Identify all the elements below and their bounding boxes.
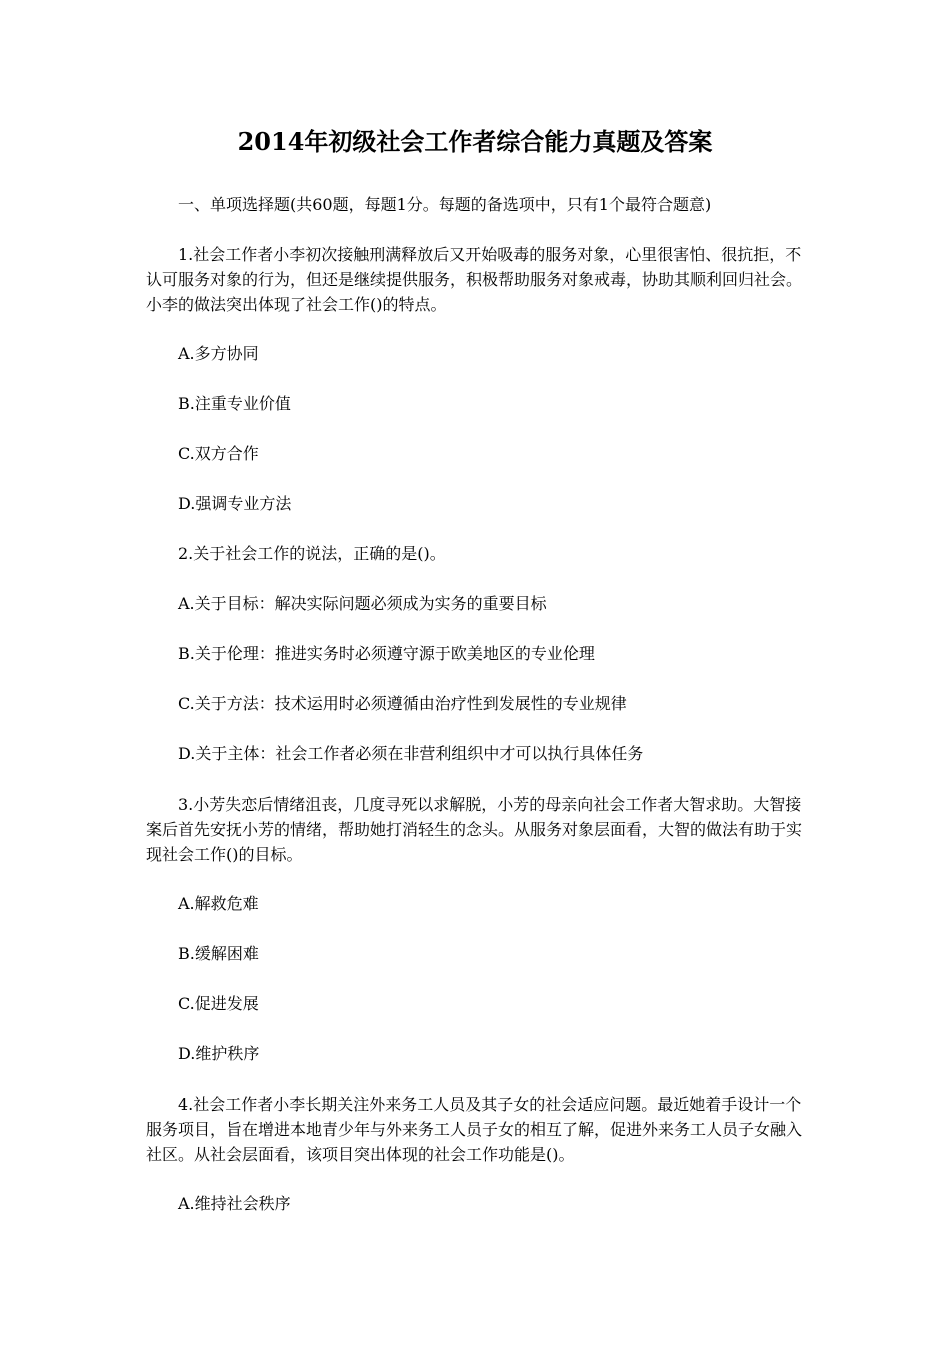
answer-option: D.关于主体：社会工作者必须在非营利组织中才可以执行具体任务 [178, 744, 644, 763]
question-stem: 2.关于社会工作的说法，正确的是()。 [178, 544, 446, 563]
question-stem: 4.社会工作者小李长期关注外来务工人员及其子女的社会适应问题。最近她着手设计一个服务项目，旨在增进本地青少年与外来务工人员子女的相互了解，促进外来务工人员子女融入社区。从社会层面看，该项目突出体现的社会工作功能是()。 [146, 1095, 803, 1164]
answer-option: D.维护秩序 [178, 1044, 260, 1063]
answer-option: B.缓解困难 [178, 944, 259, 963]
answer-option: D.强调专业方法 [178, 494, 292, 513]
answer-option: A.关于目标：解决实际问题必须成为实务的重要目标 [178, 594, 547, 613]
answer-option: A.解救危难 [178, 894, 259, 913]
answer-option: C.促进发展 [178, 994, 259, 1013]
answer-option: C.关于方法：技术运用时必须遵循由治疗性到发展性的专业规律 [178, 694, 627, 713]
answer-option: B.关于伦理：推进实务时必须遵守源于欧美地区的专业伦理 [178, 644, 595, 663]
answer-option: B.注重专业价值 [178, 394, 291, 413]
answer-option: C.双方合作 [178, 444, 259, 463]
section-heading: 一、单项选择题(共60题，每题1分。每题的备选项中，只有1个最符合题意) [178, 195, 712, 214]
document-title: 2014年初级社会工作者综合能力真题及答案 [237, 127, 713, 156]
question-stem: 1.社会工作者小李初次接触刑满释放后又开始吸毒的服务对象，心里很害怕、很抗拒，不认可服务对象的行为，但还是继续提供服务，积极帮助服务对象戒毒，协助其顺利回归社会。小李的做法突出体现了社会工作()的特点。 [146, 245, 803, 314]
question-stem: 3.小芳失恋后情绪沮丧，几度寻死以求解脱，小芳的母亲向社会工作者大智求助。大智接案后首先安抚小芳的情绪，帮助她打消轻生的念头。从服务对象层面看，大智的做法有助于实现社会工作()的目标。 [146, 795, 803, 864]
answer-option: A.多方协同 [178, 344, 259, 363]
answer-option: A.维持社会秩序 [178, 1194, 291, 1213]
